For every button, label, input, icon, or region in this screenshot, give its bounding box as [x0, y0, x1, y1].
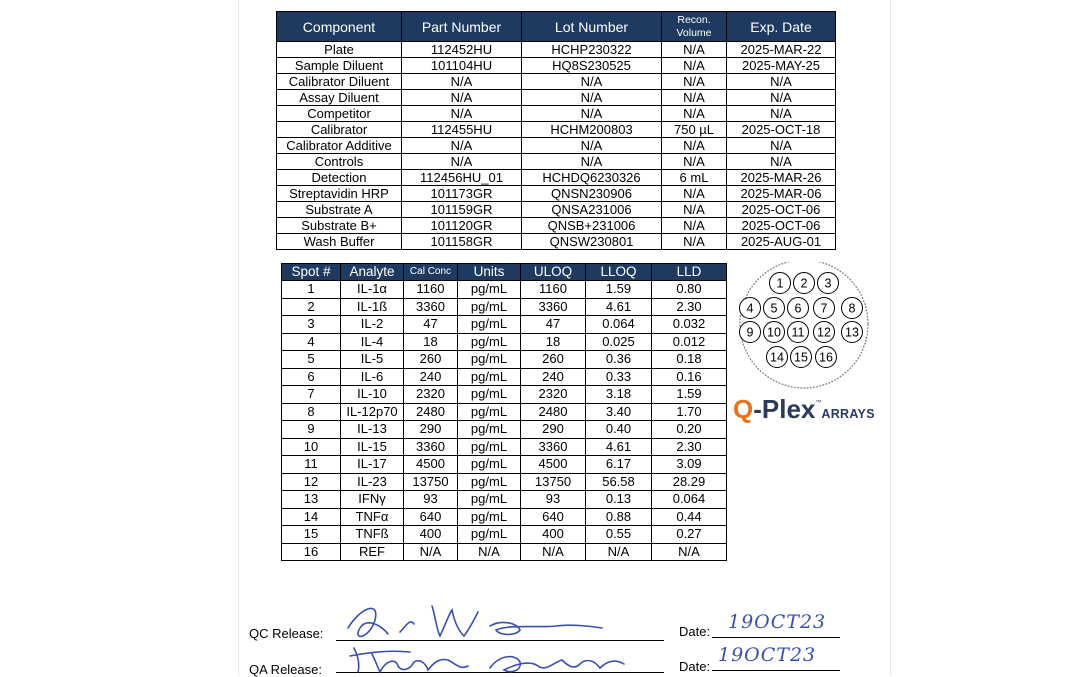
cell-cal-conc: 1160	[404, 281, 458, 299]
cell-analyte: IL-6	[341, 368, 404, 386]
cell-spot-number: 3	[282, 316, 341, 334]
cell-spot-number: 6	[282, 368, 341, 386]
cell-lld: 0.16	[652, 368, 727, 386]
spot-table	[281, 263, 727, 561]
cell-spot-number: 10	[282, 438, 341, 456]
cell-analyte: IL-23	[341, 473, 404, 491]
cell-exp-date: N/A	[727, 90, 836, 106]
spot-row	[282, 351, 727, 369]
spot-label: 9	[746, 325, 754, 340]
cell-uloq: 240	[521, 368, 586, 386]
cell-lloq: 56.58	[586, 473, 652, 491]
spot-row	[282, 438, 727, 456]
cell-component: Calibrator Diluent	[277, 74, 402, 90]
cell-lld: 0.012	[652, 333, 727, 351]
component-row	[277, 42, 836, 58]
cell-lloq: 3.18	[586, 386, 652, 404]
header-cal-conc: Cal Conc	[404, 264, 458, 281]
cell-lld: 2.30	[652, 298, 727, 316]
cell-cal-conc: 47	[404, 316, 458, 334]
cell-lld: 3.09	[652, 456, 727, 474]
spot-row	[282, 508, 727, 526]
cell-uloq: 260	[521, 351, 586, 369]
spot-label: 12	[817, 325, 831, 340]
spot-label: 5	[770, 301, 778, 316]
cell-lot-number: N/A	[522, 154, 662, 170]
cell-spot-number: 14	[282, 508, 341, 526]
spot-label: 6	[794, 301, 802, 316]
cell-spot-number: 5	[282, 351, 341, 369]
cell-lloq: 0.88	[586, 508, 652, 526]
cell-analyte: IL-10	[341, 386, 404, 404]
cell-recon-volume: 6 mL	[662, 170, 727, 186]
spot-row	[282, 403, 727, 421]
spot-row	[282, 543, 727, 561]
cell-units: pg/mL	[458, 403, 521, 421]
header-lld: LLD	[652, 264, 727, 281]
cell-analyte: IL-1α	[341, 281, 404, 299]
cell-component: Calibrator Additive	[277, 138, 402, 154]
spot-label: 15	[794, 350, 808, 365]
cell-uloq: 3360	[521, 298, 586, 316]
cell-analyte: REF	[341, 543, 404, 561]
cell-units: pg/mL	[458, 281, 521, 299]
cell-component: Streptavidin HRP	[277, 186, 402, 202]
cell-cal-conc: N/A	[404, 543, 458, 561]
spot-table-header	[282, 264, 727, 281]
cell-recon-volume: N/A	[662, 106, 727, 122]
cell-analyte: TNFß	[341, 526, 404, 544]
spot-row	[282, 421, 727, 439]
spot-label: 2	[800, 276, 808, 291]
cell-recon-volume: N/A	[662, 154, 727, 170]
cell-recon-volume: N/A	[662, 138, 727, 154]
cell-uloq: 2320	[521, 386, 586, 404]
cell-part-number: 112455HU	[402, 122, 522, 138]
cell-spot-number: 7	[282, 386, 341, 404]
cell-component: Assay Diluent	[277, 90, 402, 106]
cell-uloq: 400	[521, 526, 586, 544]
cell-lld: N/A	[652, 543, 727, 561]
cell-lot-number: N/A	[522, 138, 662, 154]
qa-release-label: QA Release:	[249, 662, 322, 677]
cell-component: Substrate A	[277, 202, 402, 218]
component-row	[277, 170, 836, 186]
cell-units: pg/mL	[458, 351, 521, 369]
cell-part-number: 101173GR	[402, 186, 522, 202]
cell-recon-volume: N/A	[662, 90, 727, 106]
cell-lloq: 0.13	[586, 491, 652, 509]
header-lloq: LLOQ	[586, 264, 652, 281]
cell-lld: 0.80	[652, 281, 727, 299]
cell-cal-conc: 18	[404, 333, 458, 351]
cell-lot-number: QNSN230906	[522, 186, 662, 202]
component-row	[277, 186, 836, 202]
cell-recon-volume: N/A	[662, 42, 727, 58]
cell-part-number: 101158GR	[402, 234, 522, 250]
cell-spot-number: 9	[282, 421, 341, 439]
cell-spot-number: 16	[282, 543, 341, 561]
cell-part-number: N/A	[402, 154, 522, 170]
cell-recon-volume: N/A	[662, 74, 727, 90]
qc-signature	[340, 598, 640, 644]
component-row	[277, 74, 836, 90]
cell-part-number: N/A	[402, 90, 522, 106]
spot-row	[282, 333, 727, 351]
spot-label: 16	[819, 350, 833, 365]
spot-row	[282, 298, 727, 316]
cell-lot-number: HQ8S230525	[522, 58, 662, 74]
component-row	[277, 154, 836, 170]
component-row	[277, 122, 836, 138]
spot-row	[282, 368, 727, 386]
spot-row	[282, 526, 727, 544]
spot-circles	[740, 273, 863, 368]
cell-lot-number: QNSA231006	[522, 202, 662, 218]
header-recon: Recon.	[677, 13, 711, 26]
cell-analyte: IL-13	[341, 421, 404, 439]
cell-part-number: 101104HU	[402, 58, 522, 74]
component-table-header	[277, 12, 836, 42]
header-exp-date: Exp. Date	[727, 12, 836, 42]
cell-uloq: N/A	[521, 543, 586, 561]
cell-cal-conc: 290	[404, 421, 458, 439]
cell-lld: 0.18	[652, 351, 727, 369]
cell-spot-number: 11	[282, 456, 341, 474]
header-uloq: ULOQ	[521, 264, 586, 281]
cell-component: Plate	[277, 42, 402, 58]
cell-exp-date: N/A	[727, 138, 836, 154]
spot-label: 13	[845, 325, 859, 340]
cell-cal-conc: 400	[404, 526, 458, 544]
cell-cal-conc: 2480	[404, 403, 458, 421]
spot-layout-diagram	[734, 262, 874, 392]
component-row	[277, 138, 836, 154]
cell-lloq: 0.064	[586, 316, 652, 334]
cell-lloq: 0.40	[586, 421, 652, 439]
cell-lloq: 0.33	[586, 368, 652, 386]
cell-exp-date: N/A	[727, 74, 836, 90]
header-analyte: Analyte	[341, 264, 404, 281]
component-table	[276, 11, 836, 250]
cell-lld: 0.064	[652, 491, 727, 509]
cell-spot-number: 1	[282, 281, 341, 299]
cell-units: pg/mL	[458, 368, 521, 386]
logo-trademark: ™	[815, 400, 822, 406]
component-row	[277, 234, 836, 250]
cell-exp-date: 2025-OCT-06	[727, 202, 836, 218]
cell-lloq: 0.36	[586, 351, 652, 369]
cell-spot-number: 15	[282, 526, 341, 544]
cell-recon-volume: N/A	[662, 218, 727, 234]
cell-analyte: TNFα	[341, 508, 404, 526]
cell-lloq: 0.025	[586, 333, 652, 351]
qc-date-label: Date:	[679, 624, 711, 639]
cell-spot-number: 12	[282, 473, 341, 491]
cell-lot-number: QNSW230801	[522, 234, 662, 250]
cell-lld: 2.30	[652, 438, 727, 456]
cell-analyte: IL-17	[341, 456, 404, 474]
cell-component: Wash Buffer	[277, 234, 402, 250]
cell-spot-number: 13	[282, 491, 341, 509]
cell-component: Controls	[277, 154, 402, 170]
cell-spot-number: 4	[282, 333, 341, 351]
cell-units: pg/mL	[458, 298, 521, 316]
cell-uloq: 13750	[521, 473, 586, 491]
cell-lot-number: QNSB+231006	[522, 218, 662, 234]
cell-exp-date: N/A	[727, 106, 836, 122]
cell-spot-number: 2	[282, 298, 341, 316]
qa-signature	[340, 642, 650, 675]
cell-recon-volume: 750 µL	[662, 122, 727, 138]
cell-part-number: 112456HU_01	[402, 170, 522, 186]
cell-lloq: 4.61	[586, 298, 652, 316]
cell-units: pg/mL	[458, 491, 521, 509]
cell-recon-volume: N/A	[662, 58, 727, 74]
header-recon-volume	[662, 12, 727, 42]
cell-lot-number: N/A	[522, 106, 662, 122]
header-part-number: Part Number	[402, 12, 522, 42]
header-volume: Volume	[676, 26, 712, 39]
cell-cal-conc: 2320	[404, 386, 458, 404]
cell-spot-number: 8	[282, 403, 341, 421]
cell-cal-conc: 260	[404, 351, 458, 369]
cell-lld: 1.70	[652, 403, 727, 421]
cell-units: pg/mL	[458, 333, 521, 351]
cell-units: N/A	[458, 543, 521, 561]
cell-analyte: IL-2	[341, 316, 404, 334]
cell-exp-date: 2025-OCT-06	[727, 218, 836, 234]
cell-lloq: 1.59	[586, 281, 652, 299]
cell-cal-conc: 3360	[404, 438, 458, 456]
cell-recon-volume: N/A	[662, 234, 727, 250]
spot-table-body	[282, 281, 727, 561]
cell-lld: 28.29	[652, 473, 727, 491]
cell-analyte: IL-5	[341, 351, 404, 369]
cell-exp-date: 2025-MAR-26	[727, 170, 836, 186]
component-row	[277, 202, 836, 218]
cell-part-number: 101120GR	[402, 218, 522, 234]
spot-label: 11	[791, 325, 805, 340]
cell-lld: 0.032	[652, 316, 727, 334]
q-plex-arrays-logo	[733, 394, 893, 428]
spot-row	[282, 473, 727, 491]
cell-lloq: 3.40	[586, 403, 652, 421]
cell-component: Calibrator	[277, 122, 402, 138]
logo-arrays: ARRAYS	[821, 407, 875, 421]
cell-units: pg/mL	[458, 438, 521, 456]
cell-part-number: N/A	[402, 106, 522, 122]
spot-row	[282, 456, 727, 474]
cell-component: Detection	[277, 170, 402, 186]
qc-release-label: QC Release:	[249, 626, 324, 641]
cell-units: pg/mL	[458, 473, 521, 491]
cell-exp-date: 2025-AUG-01	[727, 234, 836, 250]
cell-units: pg/mL	[458, 508, 521, 526]
cell-lot-number: HCHDQ6230326	[522, 170, 662, 186]
cell-lot-number: N/A	[522, 74, 662, 90]
cell-uloq: 4500	[521, 456, 586, 474]
cell-part-number: N/A	[402, 74, 522, 90]
spot-row	[282, 491, 727, 509]
cell-analyte: IL-15	[341, 438, 404, 456]
cell-lloq: N/A	[586, 543, 652, 561]
cell-lot-number: HCHP230322	[522, 42, 662, 58]
cell-uloq: 290	[521, 421, 586, 439]
cell-analyte: IL-12p70	[341, 403, 404, 421]
qa-date-value: 19OCT23	[718, 644, 817, 666]
cell-uloq: 3360	[521, 438, 586, 456]
cell-uloq: 1160	[521, 281, 586, 299]
cell-component: Competitor	[277, 106, 402, 122]
cell-units: pg/mL	[458, 316, 521, 334]
cell-part-number: N/A	[402, 138, 522, 154]
cell-part-number: 101159GR	[402, 202, 522, 218]
component-row	[277, 58, 836, 74]
cell-cal-conc: 4500	[404, 456, 458, 474]
cell-units: pg/mL	[458, 456, 521, 474]
cell-recon-volume: N/A	[662, 186, 727, 202]
cell-units: pg/mL	[458, 526, 521, 544]
component-row	[277, 106, 836, 122]
cell-part-number: 112452HU	[402, 42, 522, 58]
cell-units: pg/mL	[458, 386, 521, 404]
cell-analyte: IFNγ	[341, 491, 404, 509]
logo-plex: -Plex	[753, 394, 816, 424]
cell-lld: 0.44	[652, 508, 727, 526]
cell-lloq: 6.17	[586, 456, 652, 474]
cell-exp-date: N/A	[727, 154, 836, 170]
header-component: Component	[277, 12, 402, 42]
spot-label: 3	[824, 276, 832, 291]
spot-label: 10	[767, 325, 781, 340]
cell-component: Sample Diluent	[277, 58, 402, 74]
cell-lot-number: HCHM200803	[522, 122, 662, 138]
qc-date-value: 19OCT23	[728, 611, 827, 633]
component-table-body	[277, 42, 836, 250]
page-edge-right	[890, 0, 891, 675]
cell-cal-conc: 640	[404, 508, 458, 526]
spot-label: 8	[848, 301, 856, 316]
cell-uloq: 640	[521, 508, 586, 526]
cell-lld: 1.59	[652, 386, 727, 404]
header-lot-number: Lot Number	[522, 12, 662, 42]
cell-analyte: IL-1ß	[341, 298, 404, 316]
cell-analyte: IL-4	[341, 333, 404, 351]
spot-label: 4	[746, 301, 754, 316]
cell-uloq: 2480	[521, 403, 586, 421]
cell-exp-date: 2025-MAR-22	[727, 42, 836, 58]
cell-exp-date: 2025-MAR-06	[727, 186, 836, 202]
cell-uloq: 18	[521, 333, 586, 351]
qc-date-line	[712, 637, 840, 638]
cell-lot-number: N/A	[522, 90, 662, 106]
spot-label: 7	[820, 301, 828, 316]
cell-uloq: 47	[521, 316, 586, 334]
qa-date-line	[712, 670, 840, 671]
cell-units: pg/mL	[458, 421, 521, 439]
cell-exp-date: 2025-MAY-25	[727, 58, 836, 74]
spot-row	[282, 281, 727, 299]
logo-q: Q	[733, 394, 754, 424]
cell-lld: 0.20	[652, 421, 727, 439]
spot-label: 1	[776, 276, 784, 291]
cell-lld: 0.27	[652, 526, 727, 544]
cell-cal-conc: 240	[404, 368, 458, 386]
component-row	[277, 90, 836, 106]
spot-row	[282, 316, 727, 334]
spot-row	[282, 386, 727, 404]
header-spot: Spot #	[282, 264, 341, 281]
cell-lloq: 0.55	[586, 526, 652, 544]
cell-recon-volume: N/A	[662, 202, 727, 218]
page-edge-left	[238, 0, 239, 675]
cell-exp-date: 2025-OCT-18	[727, 122, 836, 138]
cell-cal-conc: 3360	[404, 298, 458, 316]
spot-label: 14	[770, 350, 784, 365]
cell-component: Substrate B+	[277, 218, 402, 234]
cell-cal-conc: 93	[404, 491, 458, 509]
cell-cal-conc: 13750	[404, 473, 458, 491]
header-units: Units	[458, 264, 521, 281]
qa-date-label: Date:	[679, 659, 711, 674]
cell-lloq: 4.61	[586, 438, 652, 456]
cell-uloq: 93	[521, 491, 586, 509]
component-row	[277, 218, 836, 234]
